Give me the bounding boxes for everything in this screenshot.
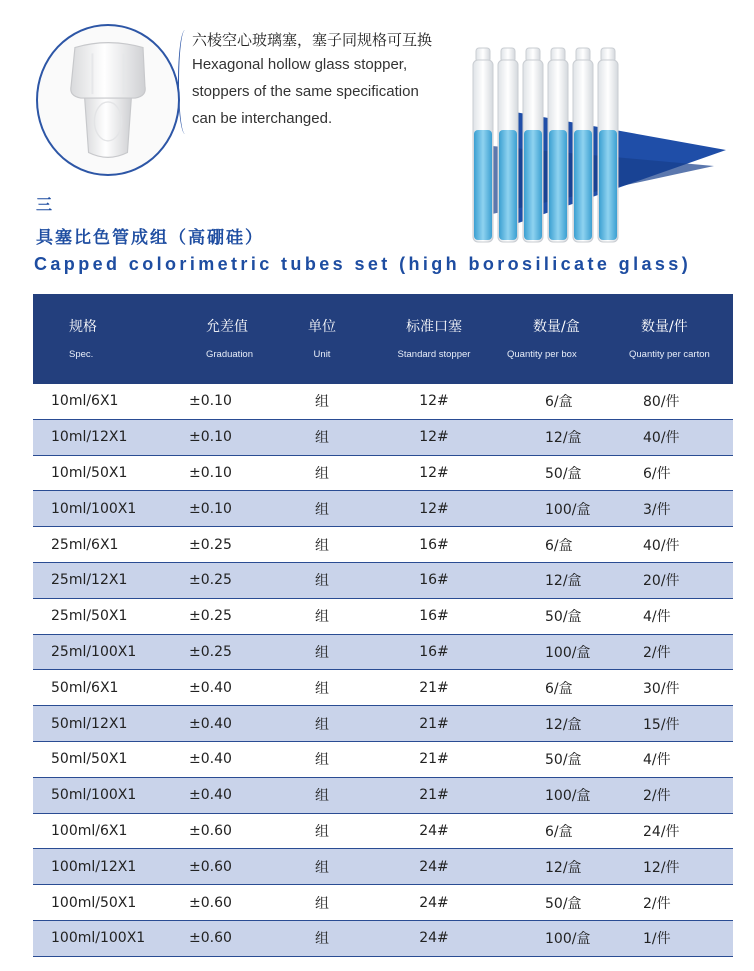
table-row bbox=[33, 635, 733, 671]
spec-table bbox=[33, 294, 733, 957]
table-row bbox=[33, 491, 733, 527]
cell-graduation: ±0.10 bbox=[189, 464, 232, 481]
cell-unit: 组 bbox=[315, 465, 329, 482]
header-standard-stopper bbox=[367, 294, 501, 384]
cell-qty-carton: 80/件 bbox=[643, 394, 680, 411]
cell-spec: 50ml/12X1 bbox=[51, 715, 128, 732]
header-label-cn: 数量/件 bbox=[641, 319, 688, 335]
glass-stopper-icon bbox=[36, 24, 180, 176]
cell-spec: 50ml/6X1 bbox=[51, 679, 119, 696]
cell-stopper: 16# bbox=[419, 572, 449, 589]
cell-stopper: 16# bbox=[419, 608, 449, 625]
cell-graduation: ±0.10 bbox=[189, 429, 232, 446]
cell-stopper: 12# bbox=[419, 500, 449, 517]
cell-stopper: 12# bbox=[419, 393, 449, 410]
cell-unit: 组 bbox=[315, 537, 329, 554]
cell-graduation: ±0.40 bbox=[189, 787, 232, 804]
table-row bbox=[33, 921, 733, 957]
cell-spec: 100ml/100X1 bbox=[51, 930, 146, 947]
cell-graduation: ±0.40 bbox=[189, 751, 232, 768]
cell-spec: 25ml/100X1 bbox=[51, 643, 137, 660]
cell-qty-carton: 6/件 bbox=[643, 465, 671, 482]
table-row bbox=[33, 599, 733, 635]
cell-graduation: ±0.60 bbox=[189, 930, 232, 947]
section-title-cn: 具塞比色管成组（高硼硅） bbox=[36, 228, 264, 248]
cell-qty-box: 50/盒 bbox=[545, 609, 582, 626]
cell-qty-box: 6/盒 bbox=[545, 680, 573, 697]
cell-spec: 100ml/12X1 bbox=[51, 858, 137, 875]
cell-qty-box: 100/盒 bbox=[545, 931, 591, 948]
cell-graduation: ±0.60 bbox=[189, 858, 232, 875]
cell-stopper: 12# bbox=[419, 429, 449, 446]
cell-spec: 100ml/6X1 bbox=[51, 822, 128, 839]
cell-qty-carton: 30/件 bbox=[643, 680, 680, 697]
table-body bbox=[33, 384, 733, 957]
cell-unit: 组 bbox=[315, 859, 329, 876]
cell-spec: 50ml/50X1 bbox=[51, 751, 128, 768]
cell-stopper: 12# bbox=[419, 464, 449, 481]
cell-qty-carton: 40/件 bbox=[643, 430, 680, 447]
header-unit bbox=[277, 294, 367, 384]
cell-graduation: ±0.25 bbox=[189, 572, 232, 589]
cell-qty-box: 100/盒 bbox=[545, 644, 591, 661]
colorimetric-tubes-icon bbox=[452, 38, 732, 248]
header-label-en: Unit bbox=[313, 349, 331, 360]
cell-graduation: ±0.25 bbox=[189, 536, 232, 553]
cell-unit: 组 bbox=[315, 644, 329, 661]
cell-unit: 组 bbox=[315, 609, 329, 626]
cell-stopper: 24# bbox=[419, 822, 449, 839]
table-row bbox=[33, 563, 733, 599]
cell-unit: 组 bbox=[315, 573, 329, 590]
cell-qty-carton: 4/件 bbox=[643, 609, 671, 626]
stopper-desc-cn: 六棱空心玻璃塞，塞子同规格可互换 bbox=[192, 31, 433, 49]
tube bbox=[548, 48, 568, 242]
cell-qty-carton: 4/件 bbox=[643, 752, 671, 769]
cell-stopper: 24# bbox=[419, 858, 449, 875]
section-title-en: Capped colorimetric tubes set (high borosilicate glass) bbox=[34, 254, 692, 274]
table-row bbox=[33, 420, 733, 456]
cell-stopper: 24# bbox=[419, 930, 449, 947]
header-label-en: Quantity per carton bbox=[629, 349, 710, 360]
cell-qty-carton: 12/件 bbox=[643, 859, 680, 876]
cell-unit: 组 bbox=[315, 394, 329, 411]
cell-graduation: ±0.10 bbox=[189, 500, 232, 517]
cell-qty-carton: 2/件 bbox=[643, 895, 671, 912]
tube bbox=[573, 48, 593, 242]
header-label-cn: 规格 bbox=[69, 319, 97, 335]
cell-graduation: ±0.25 bbox=[189, 643, 232, 660]
cell-graduation: ±0.40 bbox=[189, 715, 232, 732]
stopper-description bbox=[192, 29, 462, 132]
table-row bbox=[33, 885, 733, 921]
cell-qty-box: 12/盒 bbox=[545, 716, 582, 733]
cell-graduation: ±0.10 bbox=[189, 393, 232, 410]
tube bbox=[523, 48, 543, 242]
cell-qty-carton: 2/件 bbox=[643, 644, 671, 661]
cell-spec: 50ml/100X1 bbox=[51, 787, 137, 804]
cell-qty-carton: 40/件 bbox=[643, 537, 680, 554]
header-label-cn: 单位 bbox=[308, 319, 336, 335]
cell-unit: 组 bbox=[315, 430, 329, 447]
header-label-en: Graduation bbox=[206, 349, 254, 360]
table-row bbox=[33, 527, 733, 563]
header-graduation bbox=[175, 294, 277, 384]
cell-spec: 25ml/6X1 bbox=[51, 536, 119, 553]
header-label-en: Spec. bbox=[69, 349, 94, 360]
cell-stopper: 21# bbox=[419, 679, 449, 696]
header-label-cn: 数量/盒 bbox=[533, 319, 580, 335]
cell-qty-carton: 20/件 bbox=[643, 573, 680, 590]
cell-qty-box: 50/盒 bbox=[545, 465, 582, 482]
table-row bbox=[33, 742, 733, 778]
cell-spec: 10ml/12X1 bbox=[51, 429, 128, 446]
header-spec bbox=[33, 294, 175, 384]
cell-spec: 10ml/6X1 bbox=[51, 393, 119, 410]
cell-qty-box: 12/盒 bbox=[545, 573, 582, 590]
stopper-desc-en-line: stoppers of the same specification bbox=[192, 83, 419, 100]
cell-spec: 25ml/12X1 bbox=[51, 572, 128, 589]
cell-qty-carton: 3/件 bbox=[643, 501, 671, 518]
table-row bbox=[33, 849, 733, 885]
table-row bbox=[33, 384, 733, 420]
cell-unit: 组 bbox=[315, 823, 329, 840]
cell-qty-box: 6/盒 bbox=[545, 394, 573, 411]
cell-qty-carton: 1/件 bbox=[643, 931, 671, 948]
cell-stopper: 21# bbox=[419, 751, 449, 768]
stopper-desc-en-line: Hexagonal hollow glass stopper, bbox=[192, 56, 408, 73]
callout-bracket bbox=[178, 30, 192, 134]
cell-unit: 组 bbox=[315, 680, 329, 697]
cell-qty-box: 50/盒 bbox=[545, 895, 582, 912]
table-row bbox=[33, 706, 733, 742]
cell-spec: 25ml/50X1 bbox=[51, 608, 128, 625]
cell-graduation: ±0.60 bbox=[189, 894, 232, 911]
header-label-cn: 标准口塞 bbox=[406, 319, 462, 335]
cell-stopper: 16# bbox=[419, 536, 449, 553]
table-row bbox=[33, 456, 733, 492]
cell-spec: 10ml/50X1 bbox=[51, 464, 128, 481]
cell-unit: 组 bbox=[315, 895, 329, 912]
tube bbox=[498, 48, 518, 242]
cell-stopper: 21# bbox=[419, 787, 449, 804]
cell-stopper: 16# bbox=[419, 643, 449, 660]
table-row bbox=[33, 814, 733, 850]
header-label-cn: 允差值 bbox=[206, 319, 248, 335]
header-label-en: Standard stopper bbox=[397, 349, 471, 360]
cell-spec: 10ml/100X1 bbox=[51, 500, 137, 517]
cell-qty-box: 100/盒 bbox=[545, 501, 591, 518]
header-quantity-per-carton bbox=[629, 294, 733, 384]
cell-unit: 组 bbox=[315, 788, 329, 805]
cell-spec: 100ml/50X1 bbox=[51, 894, 137, 911]
tube bbox=[473, 48, 493, 242]
section-number: 三 bbox=[36, 195, 53, 214]
cell-unit: 组 bbox=[315, 752, 329, 769]
table-row bbox=[33, 670, 733, 706]
cell-unit: 组 bbox=[315, 716, 329, 733]
cell-qty-carton: 2/件 bbox=[643, 788, 671, 805]
cell-qty-box: 12/盒 bbox=[545, 859, 582, 876]
cell-graduation: ±0.60 bbox=[189, 822, 232, 839]
cell-qty-box: 6/盒 bbox=[545, 537, 573, 554]
cell-qty-box: 50/盒 bbox=[545, 752, 582, 769]
stopper-desc-en-line: can be interchanged. bbox=[192, 110, 333, 127]
cell-stopper: 24# bbox=[419, 894, 449, 911]
cell-stopper: 21# bbox=[419, 715, 449, 732]
cell-unit: 组 bbox=[315, 931, 329, 948]
cell-qty-box: 12/盒 bbox=[545, 430, 582, 447]
cell-unit: 组 bbox=[315, 501, 329, 518]
tube bbox=[598, 48, 618, 242]
cell-qty-carton: 15/件 bbox=[643, 716, 680, 733]
cell-qty-box: 100/盒 bbox=[545, 788, 591, 805]
header-label-en: Quantity per box bbox=[507, 349, 577, 360]
cell-qty-box: 6/盒 bbox=[545, 823, 573, 840]
cell-qty-carton: 24/件 bbox=[643, 823, 680, 840]
table-header bbox=[33, 294, 733, 384]
cell-graduation: ±0.40 bbox=[189, 679, 232, 696]
table-row bbox=[33, 778, 733, 814]
header-quantity-per-box bbox=[501, 294, 629, 384]
cell-graduation: ±0.25 bbox=[189, 608, 232, 625]
